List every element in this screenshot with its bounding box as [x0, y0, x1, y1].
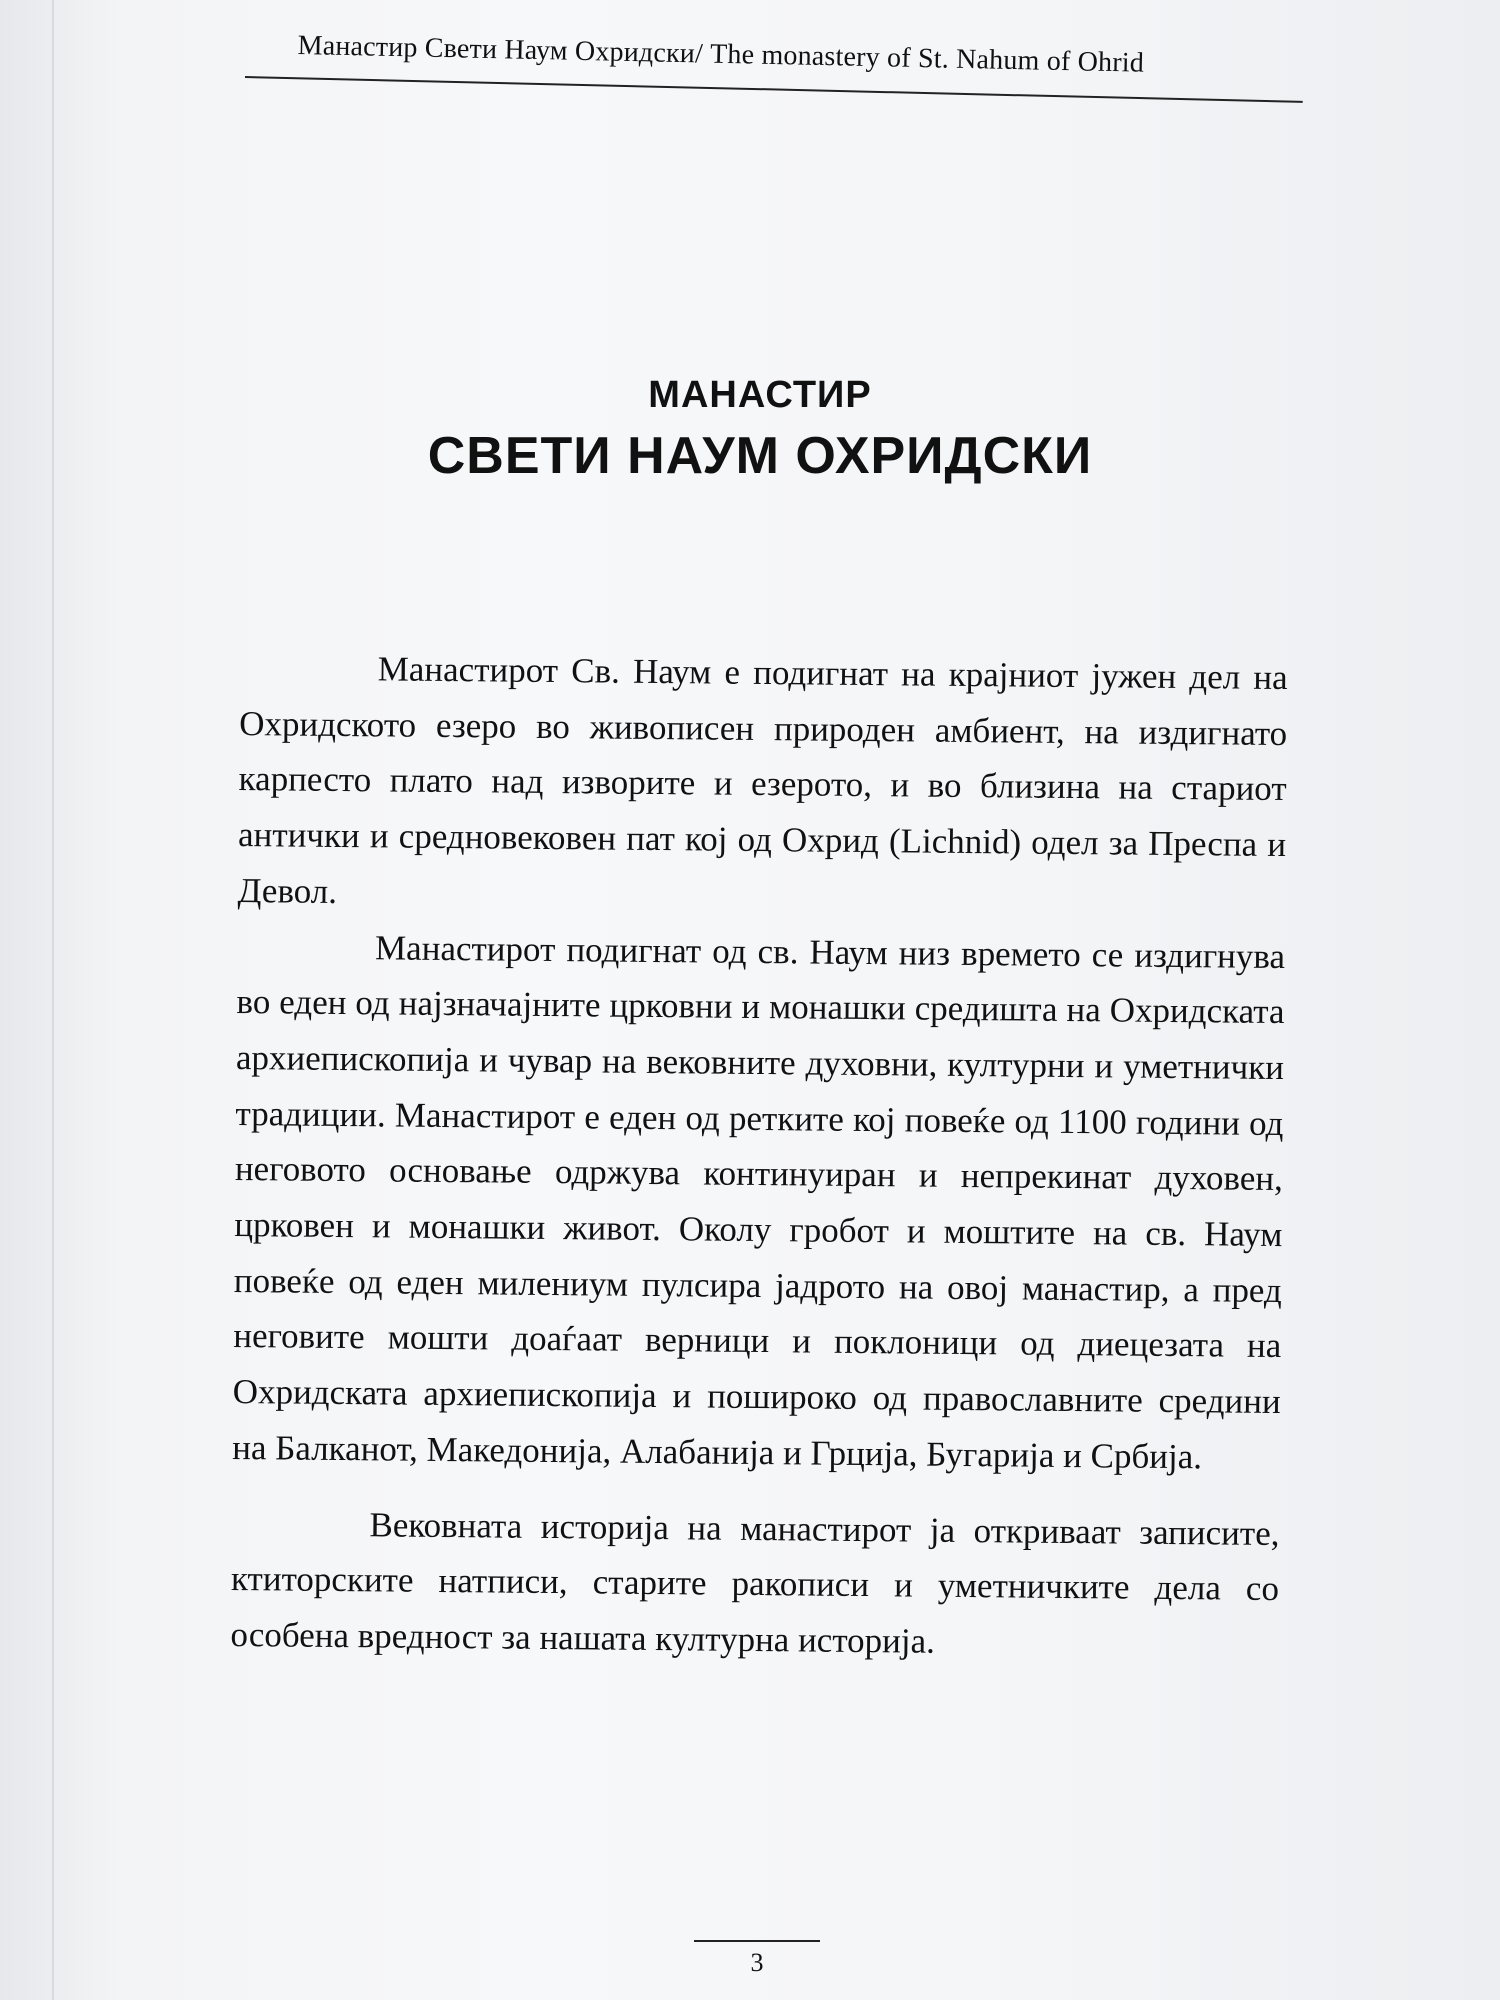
- header-rule: [245, 76, 1303, 103]
- running-header: Манастир Свети Наум Охридски/ The monastery of St. Nahum of Ohrid: [297, 30, 1145, 79]
- page-number: 3: [750, 1948, 764, 1977]
- page-fold-shadow: [52, 0, 54, 2000]
- footer-rule: [694, 1940, 820, 1942]
- paragraph-2: Манастирот подигнат од св. Наум низ времето се издигнува во еден од најзначајните црковни и монашки средишта на Охридската архиепископија и чувар на вековните духовни, културни и уметнички традиции. Манастирот е еден од ретките кој повеќе од 1100 години од неговото основање одржува континуиран и непрекинат духовен, црковен и монашки живот. Околу гробот и моштите на св. Наум повеќе од еден милениум пулсира јадрото на овој манастир, а пред неговите мошти доаѓаат верници и поклоници од диецезата на Охридската архиепископија и пошироко од православните средини на Балканот, Македонија, Алабанија и Грција, Бугарија и Србија.: [232, 927, 1286, 1477]
- title-line-1: МАНАСТИР: [648, 374, 872, 416]
- title-line-2: СВЕТИ НАУМ ОХРИДСКИ: [427, 427, 1093, 485]
- body-text: [230, 640, 1288, 1673]
- page-title: [380, 370, 1140, 488]
- paragraph-1: Манастирот Св. Наум е подигнат на крајниот јужен дел на Охридското езеро во живописен природен амбиент, на издигнато карпесто плато над изворите и езерото, и во близина на стариот антички и средновековен пат кој од Охрид (Lichnid) одел за Преспа и Девол.: [237, 649, 1288, 911]
- paragraph-3: Вековната историја на манастирот ја откриваат записите, ктиторските натписи, старите ракописи и уметничките дела со особена вредност за нашата културна историја.: [230, 1504, 1280, 1661]
